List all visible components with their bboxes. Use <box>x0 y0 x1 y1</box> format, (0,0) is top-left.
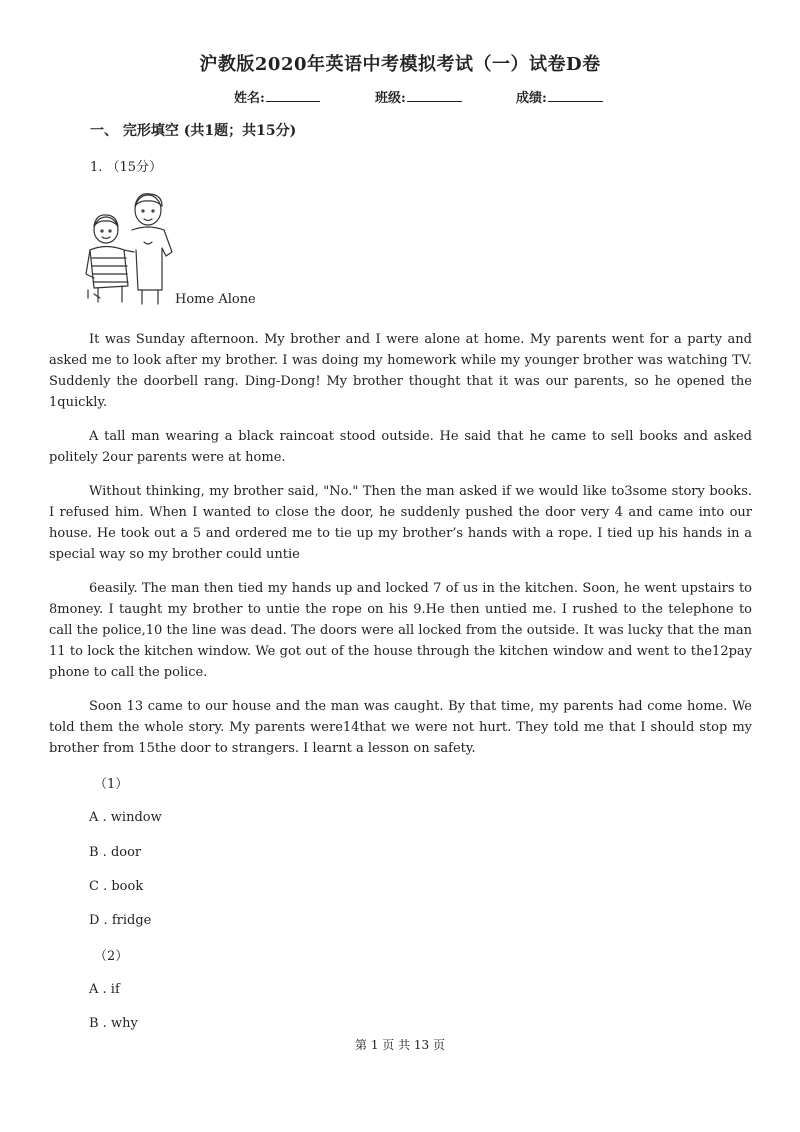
option-1b[interactable]: B . door <box>89 845 142 860</box>
exam-title: 沪教版2020年英语中考模拟考试（一）试卷D卷 <box>199 54 601 75</box>
score-blank[interactable] <box>548 89 603 102</box>
option-1a[interactable]: A . window <box>89 810 162 825</box>
section-heading: 一、 完形填空 (共1题；共15分) <box>90 123 297 139</box>
passage-paragraph-1: It was Sunday afternoon. My brother and I were alone at home. My parents went for a party and asked me to look after my brother. I was doing my homework while my younger brother was watching TV. Suddenly the doorbell rang. Ding-Dong! My brother thought that it was our parents, so he opened the 1quickly. <box>49 332 752 410</box>
option-1c[interactable]: C . book <box>89 879 144 894</box>
score-label: 成绩: <box>516 91 547 106</box>
option-1d[interactable]: D . fridge <box>89 913 152 928</box>
class-label: 班级: <box>375 91 406 106</box>
two-boys-illustration <box>84 190 180 308</box>
question-number: 1. （15分） <box>90 160 163 175</box>
page-footer: 第 1 页 共 13 页 <box>355 1038 445 1052</box>
passage-paragraph-2: A tall man wearing a black raincoat stood outside. He said that he came to sell books and asked politely 2our parents were at home. <box>49 429 752 465</box>
passage-paragraph-4: 6easily. The man then tied my hands up and locked 7 of us in the kitchen. Soon, he went upstairs to 8money. I taught my brother to untie the rope on his 9.He then untied me. I rushed to the telephone to call the police,10 the line was dead. The doors were all locked from the outside. It was lucky that the man 11 to lock the kitchen window. We got out of the house through the kitchen window and went to the12pay phone to call the police. <box>49 581 752 680</box>
passage-title: Home Alone <box>175 292 256 307</box>
name-blank[interactable] <box>266 89 320 102</box>
option-2a[interactable]: A . if <box>89 982 120 997</box>
name-label: 姓名: <box>234 91 265 106</box>
option-2b[interactable]: B . why <box>89 1016 138 1031</box>
sub-question-1-label: （1） <box>94 777 129 792</box>
score-field <box>516 87 603 106</box>
sub-question-2-label: （2） <box>94 949 129 964</box>
class-field <box>375 87 462 106</box>
passage-paragraph-3: Without thinking, my brother said, "No." Then the man asked if we would like to3some story books. I refused him. When I wanted to close the door, he suddenly pushed the door very 4 and came into our house. He took out a 5 and ordered me to tie up my brother’s hands with a rope. I tied up his hands in a special way so my brother could untie <box>49 484 752 562</box>
passage-paragraph-5: Soon 13 came to our house and the man was caught. By that time, my parents had come home. We told them the whole story. My parents were14that we were not hurt. They told me that I should stop my brother from 15the door to strangers. I learnt a lesson on safety. <box>49 699 752 756</box>
class-blank[interactable] <box>407 89 462 102</box>
name-field <box>234 87 320 106</box>
